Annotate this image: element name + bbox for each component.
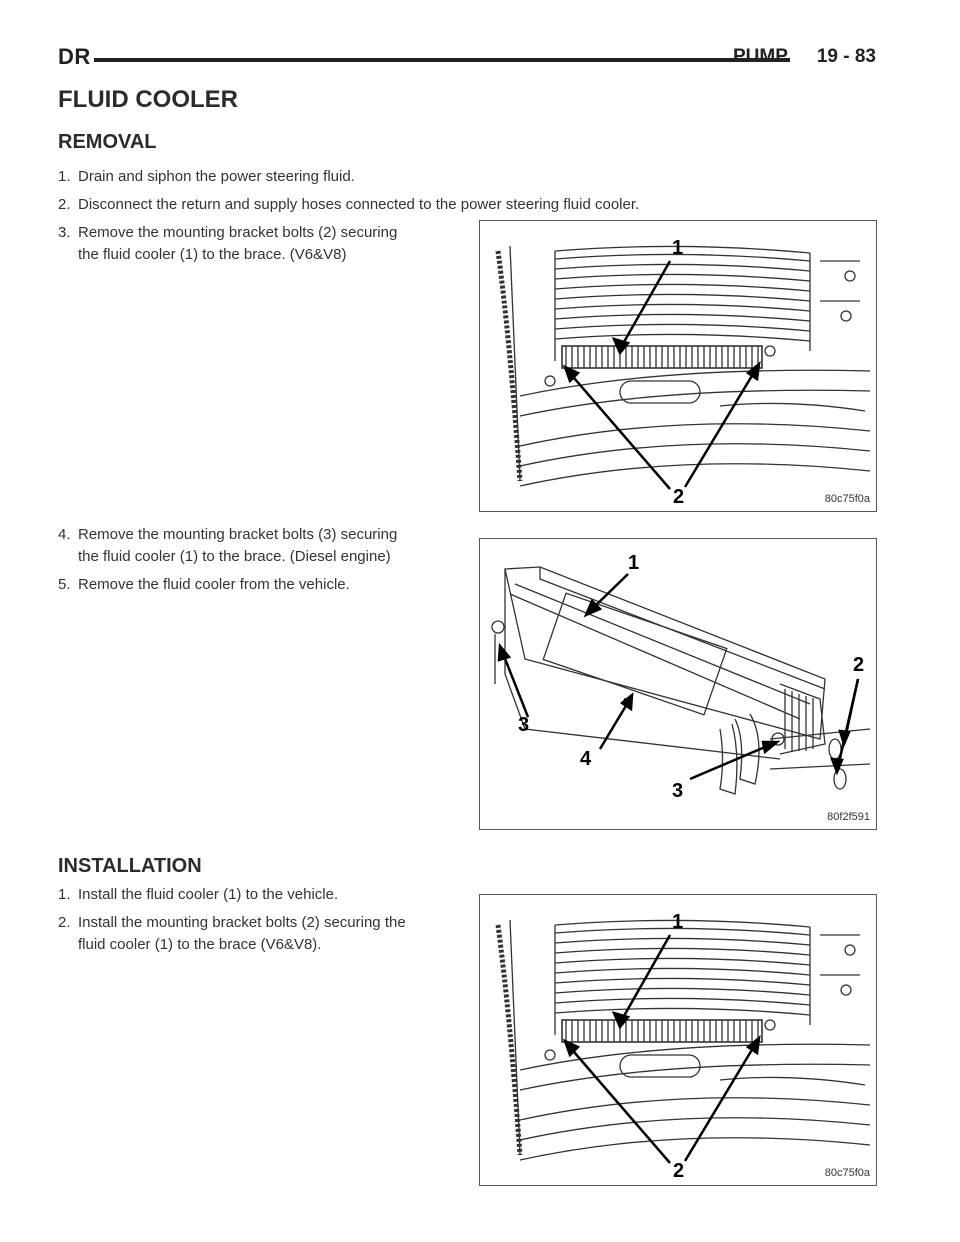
step-number: 3.	[58, 224, 71, 241]
step-number: 2.	[58, 914, 71, 931]
step-number: 5.	[58, 576, 71, 593]
removal-heading: REMOVAL	[58, 131, 157, 153]
step-number: 4.	[58, 526, 71, 543]
step-text-continued: the fluid cooler (1) to the brace. (V6&V8)	[78, 246, 347, 263]
step-text: Remove the mounting bracket bolts (2) securing	[78, 224, 398, 241]
installation-step-1	[58, 884, 338, 906]
step-number: 1.	[58, 886, 71, 903]
removal-step-1	[58, 166, 355, 188]
step-text: Remove the fluid cooler from the vehicle.	[78, 576, 350, 593]
figure-callout-label: 3	[672, 780, 684, 802]
figure-callout-label: 2	[673, 1160, 685, 1182]
figure-illustration	[480, 221, 876, 511]
page-header	[58, 44, 876, 74]
removal-step-5	[58, 574, 350, 596]
header-right	[733, 46, 876, 68]
step-text: Install the fluid cooler (1) to the vehicle.	[78, 886, 339, 903]
figure-callout-label: 1	[672, 911, 684, 933]
figure-callout-label: 1	[628, 552, 640, 574]
step-text-continued: the fluid cooler (1) to the brace. (Diesel engine)	[78, 548, 391, 565]
figure-callout-label: 1	[672, 237, 684, 259]
header-model: DR	[58, 44, 91, 69]
figure-callout-label: 3	[518, 714, 530, 736]
header-rule	[94, 58, 790, 62]
step-number: 2.	[58, 196, 71, 213]
removal-step-3	[58, 222, 448, 266]
figure-callout-label: 2	[673, 486, 685, 508]
figure-illustration	[480, 539, 876, 829]
figure-code: 80c75f0a	[824, 493, 870, 505]
figure-callout-label: 4	[580, 748, 592, 770]
step-text: Install the mounting bracket bolts (2) securing the	[78, 914, 406, 931]
header-page-number: 19 - 83	[816, 46, 876, 67]
step-text: Disconnect the return and supply hoses connected to the power steering fluid cooler.	[78, 196, 640, 213]
step-number: 1.	[58, 168, 71, 185]
header-section: PUMP	[733, 46, 788, 67]
figure-illustration	[480, 895, 876, 1185]
step-text: Remove the mounting bracket bolts (3) securing	[78, 526, 398, 543]
figure-callout-label: 2	[853, 654, 865, 676]
step-text: Drain and siphon the power steering fluid.	[78, 168, 355, 185]
step-text-continued: fluid cooler (1) to the brace (V6&V8).	[78, 936, 322, 953]
figure-cooler-diesel	[479, 538, 877, 830]
removal-step-2	[58, 194, 639, 216]
page-title: FLUID COOLER	[58, 86, 238, 113]
removal-step-4	[58, 524, 448, 568]
installation-step-2	[58, 912, 448, 956]
figure-cooler-install	[479, 894, 877, 1186]
figure-cooler-v6-v8	[479, 220, 877, 512]
installation-heading: INSTALLATION	[58, 855, 202, 877]
figure-code: 80c75f0a	[824, 1167, 870, 1179]
figure-code: 80f2f591	[827, 811, 870, 823]
